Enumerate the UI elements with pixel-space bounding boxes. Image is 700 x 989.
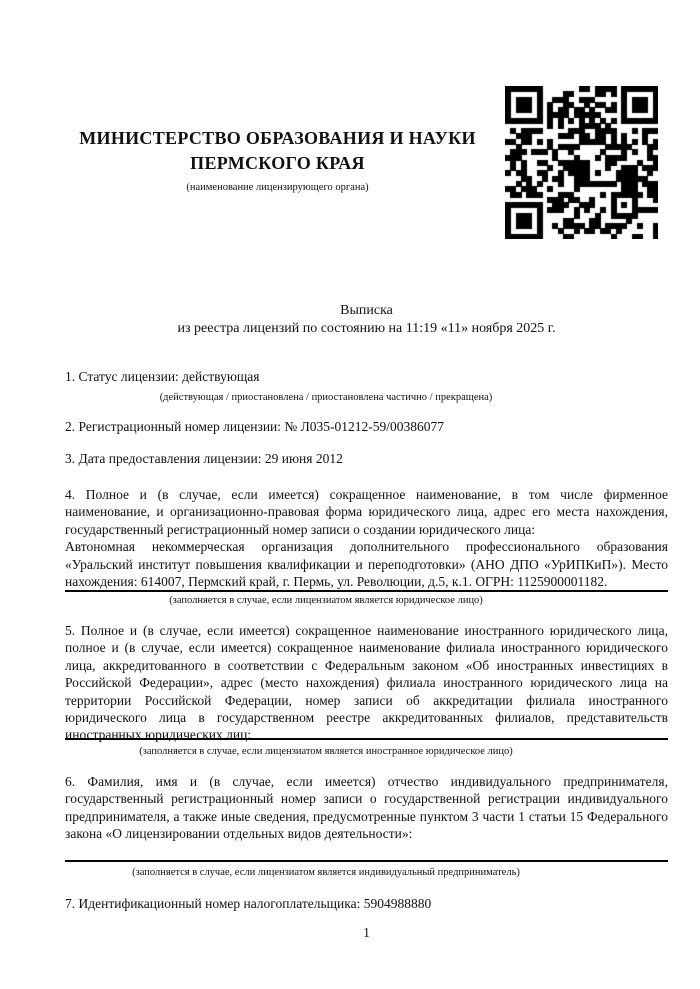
field-license-status-caption: (действующая / приостановлена / приостановлена частично / прекращена)	[159, 392, 493, 403]
page-number: 1	[363, 925, 370, 940]
ministry-caption: (наименование лицензирующего органа)	[186, 182, 369, 193]
qr-code-icon	[505, 86, 658, 239]
field-entrepreneur: 6. Фамилия, имя и (в случае, если имеется) отчество индивидуального предпринимателя, государственный регистрационный номер записи о государственной регистрации индивидуального предпринимателя, а также иные сведения, предусмотренные пунктом 3 части 1 статьи 15 Федерального закона «О лицензировании отдельных видов деятельности»:	[65, 774, 668, 842]
field-grant-date: 3. Дата предоставления лицензии: 29 июня 2012	[65, 451, 343, 466]
field-foreign-entity: 5. Полное и (в случае, если имеется) сокращенное наименование иностранного юридического лица, полное и (в случае, если имеется) сокращенное наименование филиала иностранного юридического лица, аккредитованного в соответствии с Федеральным законом «Об иностранных инвестициях в Российской Федерации», адрес (место нахождения) филиала иностранного юридического лица на территории Российской Федерации, номер записи об аккредитации филиала иностранного юридического лица в государственном реестре аккредитованных филиалов, представительств иностранных юридических лиц:	[65, 623, 668, 743]
document-title-line2: из реестра лицензий по состоянию на 11:19 «11» ноября 2025 г.	[177, 320, 556, 336]
field-taxpayer-id: 7. Идентификационный номер налогоплательщика: 5904988880	[65, 896, 432, 911]
ministry-name-line1: МИНИСТЕРСТВО ОБРАЗОВАНИЯ И НАУКИ	[79, 128, 476, 148]
separator-line-foreign-entity	[65, 738, 668, 740]
field-entrepreneur-caption: (заполняется в случае, если лицензиатом является индивидуальный предприниматель)	[132, 867, 520, 878]
field-license-status: 1. Статус лицензии: действующая	[65, 369, 260, 384]
field-legal-entity-value: Автономная некоммерческая организация дополнительного профессионального образования «Уральский институт повышения квалификации и переподготовки» (АНО ДПО «УрИПКиП»). Место нахождения: 614007, Пермский край, г. Пермь, ул. Революции, д.5, к.1. ОГРН: 1125900001182.	[65, 539, 668, 590]
separator-line-entrepreneur	[65, 860, 668, 862]
field-foreign-entity-caption: (заполняется в случае, если лицензиатом является иностранное юридическое лицо)	[139, 746, 513, 757]
document-title	[65, 302, 668, 337]
field-legal-entity-caption: (заполняется в случае, если лицензиатом является юридическое лицо)	[169, 595, 483, 606]
licensing-authority-block	[55, 126, 500, 194]
separator-line-legal-entity	[65, 590, 668, 592]
document-title-line1: Выписка	[340, 303, 393, 318]
field-legal-entity	[65, 486, 668, 590]
field-legal-entity-label: 4. Полное и (в случае, если имеется) сокращенное наименование, в том числе фирменное наименование, и организационно-правовая форма юридического лица, адрес его места нахождения, государственный регистрационный номер записи о создании юридического лица:	[65, 487, 668, 537]
ministry-name-line2: ПЕРМСКОГО КРАЯ	[190, 153, 365, 173]
field-registration-number: 2. Регистрационный номер лицензии: № Л035-01212-59/00386077	[65, 419, 445, 434]
